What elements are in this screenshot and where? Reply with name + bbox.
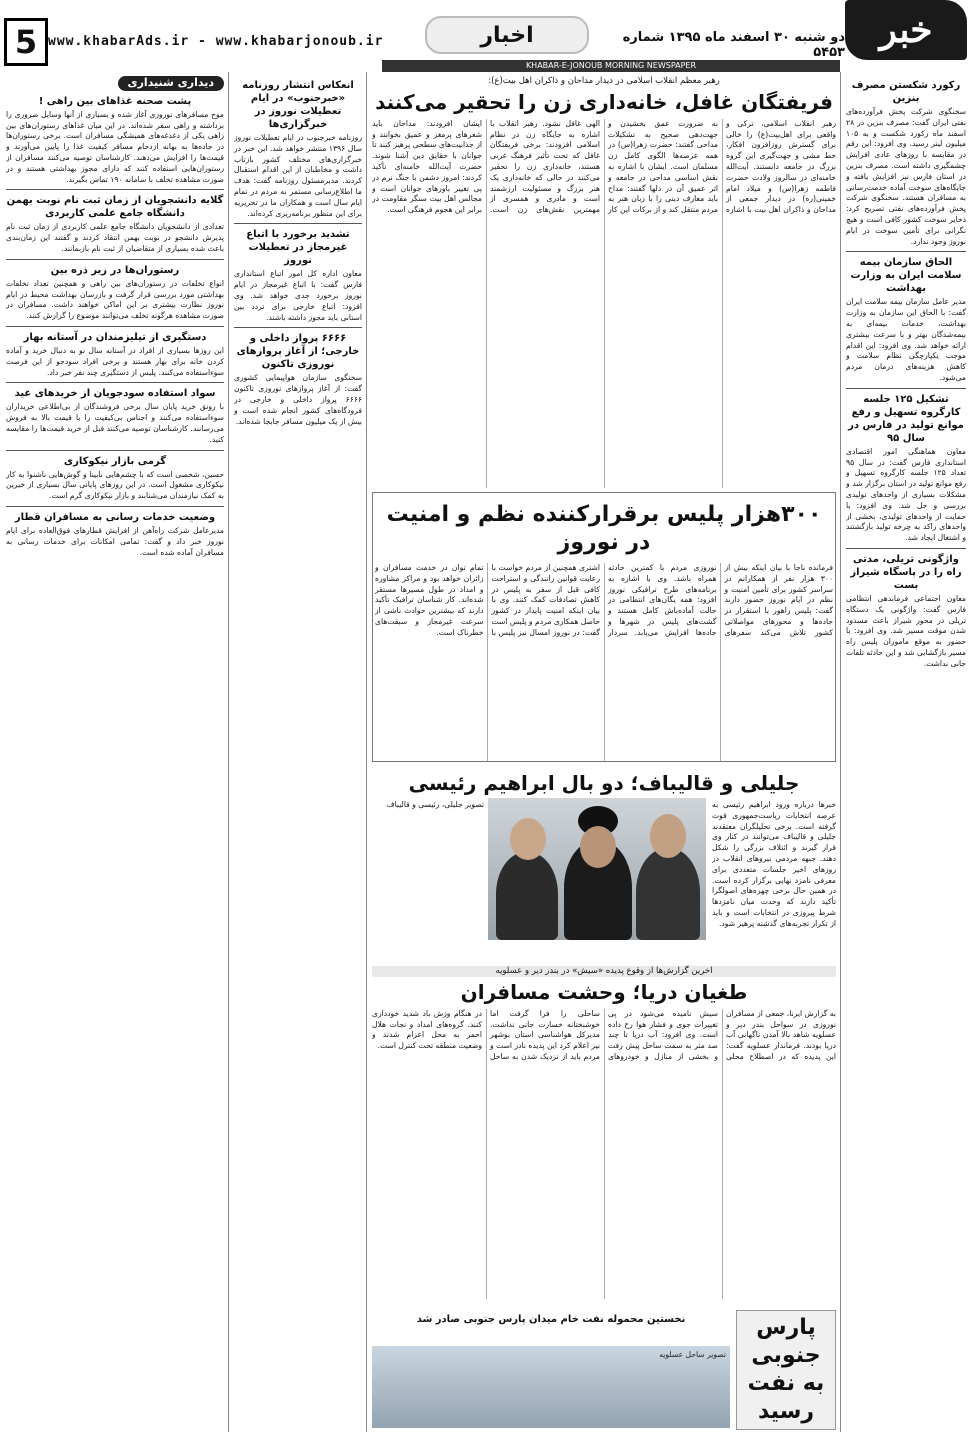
pars-ad-line3: به نفت <box>747 1371 825 1396</box>
left-column <box>6 76 224 1426</box>
left-headline-4: دستگیری از تیلیزمندان در آستانه بهار <box>23 331 207 343</box>
mid-left-column <box>234 76 362 1426</box>
left-headline-5: سواد استفاده سودجویان از خریدهای عید <box>14 388 216 400</box>
newspaper-logo <box>845 0 967 60</box>
sea-headline: طغیان دریا؛ وحشت مسافران <box>460 979 748 1004</box>
sea-article <box>372 964 836 1304</box>
left-body-1: موج مسافرهای نوروزی آغاز شده و بسیاری از آنها وسایل ضروری را برداشته و راهی سفر شده‌اند. در این میان غذاهای رستوران‌های بین راهی یکی از دغدغه‌های همیشگی مسافران است. برخی رستوران‌ها در جاده‌ها به بهانه ازدحام مسافر کیفیت غذا را پایین می‌آورند و قیمت‌ها را افزایش می‌دهند. کارشناسان توصیه می‌کنند مسافران از رستوران‌هایی استفاده کنند که دارای مجوز بهداشتی هستند و در صورت مشاهده تخلف با سامانه ۱۹۰ تماس بگیرند. <box>6 109 224 184</box>
election-body-right <box>712 800 836 950</box>
right-body-3: معاون هماهنگی امور اقتصادی استانداری فارس گفت: در سال ۹۵ تعداد ۱۲۵ جلسه کارگروه تسهیل و رفع موانع تولید در استان برگزار شد و مشکلات بسیاری از واحدهای تولیدی بررسی و حل شد. وی افزود: با حمایت از واحدهای تولیدی، بخشی از واحدهای راکد به چرخه تولید بازگشتند و اشتغال ایجاد شد. <box>846 446 966 543</box>
column-title: دیداری شنیداری <box>118 76 224 91</box>
person-head <box>510 818 546 860</box>
right-column <box>846 76 966 1426</box>
section-title: اخبار <box>425 16 589 54</box>
left-body-2: تعدادی از دانشجویان دانشگاه جامع علمی کاربردی از زمان ثبت نام پذیرش دانشجو در نوبت بهمن انتقاد کردند و گفتند این زمان‌بندی باعث شده بسیاری از متقاضیان از ثبت نام بازبمانند. <box>6 222 224 253</box>
person-head <box>580 826 616 868</box>
left-body-6: حسین، شخصی است که با چشم‌هایی نابینا و گوش‌هایی ناشنوا به کار نیکوکاری مشغول است. در این روزهای پایانی سال بسیاری از خیرین به کمک نیازمندان می‌شتابند و بازار نیکوکاری گرم است. <box>6 469 224 501</box>
police-body: فرمانده ناجا با بیان اینکه بیش از ۳۰۰ هزار نفر از همکارانم در سراسر کشور برای تأمین امنیت و نظم در ایام نوروز حضور دارند گفت: پلیس راهور با استقرار در جاده‌ها و محورهای مواصلاتی کشور تلاش می‌کند سفرهای نوروزی مردم با کمترین حادثه همراه باشد. وی با اشاره به برنامه‌های طرح ترافیکی نوروز افزود: همه یگان‌های انتظامی در حالت آماده‌باش کامل هستند و گشت‌های پلیس در شهرها و جاده‌ها افزایش می‌یابد. سردار اشتری همچنین از مردم خواست با رعایت قوانین رانندگی و استراحت کافی قبل از سفر به پلیس در کاهش تصادفات کمک کنند. وی با بیان اینکه امنیت پایدار در کشور حاصل همکاری مردم و پلیس است گفت: در نوروز امسال نیز پلیس با تمام توان در خدمت مسافران و زائران خواهد بود و مراکز مشاوره و امداد در طول مسیرها مستقر شده‌اند. کار شناسان ترافیک تأکید دارند که بیشترین حوادث ناشی از سرعت غیرمجاز و سبقت‌های خطرناک است. <box>375 563 833 637</box>
right-headline-3: تشکیل ۱۲۵ جلسه کارگروه تسهیل و رفع موانع تولید در فارس در سال ۹۵ <box>848 393 964 444</box>
right-headline-2: الحاق سازمان بیمه سلامت ایران به وزارت بهداشت <box>850 257 962 295</box>
lead-headline: فریفتگان غافل، خانه‌داری زن را تحقیر می‌کنند <box>375 89 833 114</box>
right-body-2: مدیر عامل سازمان بیمه سلامت ایران گفت: با الحاق این سازمان به وزارت بهداشت، خدمات بیمه‌ای به بیمه‌شدگان بهتر و با سرعت بیشتری ارائه خواهد شد. وی افزود: این اقدام موجب یکپارچگی نظام سلامت و کاهش هزینه‌های درمان مردم می‌شود. <box>846 297 966 382</box>
lead-article <box>372 74 836 488</box>
election-headline: جلیلی و قالیباف؛ دو بال ابراهیم رئیسی <box>408 771 800 795</box>
left-body-4: این روزها بسیاری از افراد در آستانه سال نو به دنبال خرید و آماده کردن خانه برای بهار هستند و برخی افراد سودجو از این فرصت سوءاستفاده می‌کنند. پلیس از دستگیری چند نفر خبر داد. <box>6 345 224 377</box>
sea-kicker: اخرین گزارش‌ها از وقوع پدیده «سیش» در بندر دیر و عسلویه <box>372 966 836 977</box>
column-rule <box>228 72 229 1432</box>
left-headline-6: گرمی بازار نیکوکاری <box>63 455 167 467</box>
mid-left-headline-2: تشدید برخورد با اتباع غیرمجاز در تعطیلات نوروز <box>246 229 350 267</box>
left-body-5: با رونق خرید پایان سال برخی فروشندگان از بی‌اطلاعی خریداران سوءاستفاده می‌کنند و اجناس بی‌کیفیت را با قیمت بالا به فروش می‌رسانند. کارشناسان توصیه می‌کنند قبل از خرید قیمت‌ها را مقایسه کنید. <box>6 402 224 444</box>
election-body-left <box>372 800 484 950</box>
right-body-4: معاون اجتماعی فرماندهی انتظامی فارس گفت: واژگونی یک دستگاه تریلی در محور شیراز باعث مسدود شدن موقت مسیر شد. وی افزود: با حضور به موقع ماموران پلیس راه مسیر بازگشایی شد و این حادثه تلفات جانی نداشت. <box>846 593 966 668</box>
pars-ad-line1: پارس <box>756 1315 816 1340</box>
person-silhouette <box>496 852 558 940</box>
column-rule <box>366 72 367 1432</box>
election-photo <box>488 798 706 940</box>
pars-caption-text: نخستین محموله نفت خام میدان پارس جنوبی صادر شد <box>416 1314 686 1325</box>
right-headline-1: رکورد شکستن مصرف بنزین <box>851 80 961 104</box>
mid-left-body-1: روزنامه خبرجنوب در ایام تعطیلات نوروز سال ۱۳۹۶ منتشر خواهد شد. این خبر در خبرگزاری‌های مختلف کشور بازتاب داشت و مخاطبان از این اقدام استقبال کردند. مدیرمسئول روزنامه گفت: هدف ما اطلاع‌رسانی مستمر به مردم در تمام ایام سال است و همکاران ما در تحریریه برای این منظور برنامه‌ریزی کرده‌اند. <box>234 133 362 218</box>
police-article <box>372 492 836 762</box>
left-body-3: انواع تخلفات در رستوران‌های بین راهی و همچنین تعداد تخلفات بهداشتی مورد بررسی قرار گرفت و بازرسان بهداشت محیط در ایام نوروز نظارت بیشتری بر این اماکن خواهند داشت. مسافران در صورت مشاهده هرگونه تخلف می‌توانند موضوع را گزارش کنند. <box>6 278 224 321</box>
person-silhouette <box>636 848 700 940</box>
lead-kicker: رهبر معظم انقلاب اسلامی در دیدار مداحان و ذاکران اهل بیت(ع): <box>488 76 720 86</box>
left-headline-1: پشت صحنه غذاهای بین راهی ! <box>38 95 192 107</box>
website-link[interactable]: www.khabarAds.ir - www.khabarjonoub.ir <box>48 34 384 49</box>
pars-ad-box <box>736 1310 836 1430</box>
pars-ad-line2: جنوبی <box>751 1343 821 1368</box>
left-headline-2: گلایه دانشجویان از زمان ثبت نام نوبت بهمن دانشگاه جامع علمی کاربردی <box>6 195 224 220</box>
english-strip: KHABAR-E-JONOUB MORNING NEWSPAPER <box>382 60 840 72</box>
election-body: خبرها درباره ورود ابراهیم رئیسی به عرصه انتخابات ریاست‌جمهوری قوت گرفته است. برخی تحلیلگران معتقدند جلیلی و قالیباف می‌توانند در کنار وی قرار گیرند و ائتلاف بزرگی را شکل دهند. جبهه مردمی نیروهای انقلاب در روزهای اخیر جلسات متعددی برای معرفی نامزد نهایی برگزار کرده است. در همین حال برخی چهره‌های اصولگرا تأکید دارند که وحدت میان نامزدها شرط پیروزی در انتخابات است و باید از تکرار تجربه‌های گذشته پرهیز شود. <box>712 800 836 928</box>
right-headline-4: واژگونی تریلی، مدتی راه را در پاسگاه شیراز بست <box>850 553 962 591</box>
mid-left-headline-1: انعکاس انتشار روزنامه «خبرجنوب» در ایام تعطیلات نوروز در خبرگزاری‌ها <box>242 80 354 130</box>
column-rule <box>840 72 841 1432</box>
police-headline: ۳۰۰هزار پلیس برقرارکننده نظم و امنیت در نوروز <box>386 502 822 555</box>
sea-photo-label: تصویر ساحل عسلویه <box>659 1350 726 1359</box>
person-head <box>650 814 686 858</box>
logo-text: خبر <box>879 9 933 51</box>
sea-photo <box>372 1346 730 1428</box>
pars-caption <box>372 1310 730 1428</box>
pars-ad-line4: رسید <box>758 1399 814 1424</box>
sea-body: به گزارش ایرنا، جمعی از مسافران نوروزی در سواحل بندر دیر و عسلویه شاهد بالا آمدن ناگهانی آب دریا بودند. فرماندار عسلویه گفت: این پدیده که در اصطلاح محلی سیش نامیده می‌شود در پی تغییرات جوی و فشار هوا رخ داده است. وی افزود: آب دریا تا چند صد متر به سمت ساحل پیش رفت و بخشی از منازل و خودروهای ساحلی را فرا گرفت اما خوشبختانه خسارت جانی نداشت. مدیرکل هواشناسی استان بوشهر نیز اعلام کرد این پدیده نادر است و مردم باید از نزدیک شدن به ساحل در هنگام وزش باد شدید خودداری کنند. گروه‌های امداد و نجات هلال احمر به محل اعزام شدند و وضعیت منطقه تحت کنترل است. <box>372 1008 836 1061</box>
mid-left-body-2: معاون اداره کل امور اتباع استانداری فارس گفت: با اتباع غیرمجاز در ایام نوروز برخورد جدی خواهد شد. وی افزود: اتباع خارجی برای تردد بین استانی باید مجوز داشته باشند. <box>234 269 362 322</box>
issue-date: دو شنبه ۳۰ اسفند ماه ۱۳۹۵ شماره ۵۴۵۳ <box>622 30 845 60</box>
column-title-wrap <box>6 76 224 91</box>
election-caption: تصویر جلیلی، رئیسی و قالیباف <box>386 800 484 809</box>
left-headline-3: رستوران‌ها در زیر ذره بین <box>50 264 180 276</box>
left-body-7: مدیرعامل شرکت راه‌آهن از افزایش قطارهای فوق‌العاده برای ایام نوروز خبر داد و گفت: تمامی امکانات برای خدمات رسانی به مسافران آماده شده است. <box>6 525 224 557</box>
right-body-1: سخنگوی شرکت پخش فرآورده‌های نفتی ایران گفت: مصرف بنزین در ۲۸ اسفند ماه رکورد شکست و به ۱۰۵ میلیون لیتر رسید. وی افزود: این رقم در مقایسه با روزهای عادی افزایش چشمگیری داشته است. مصرف بنزین در استان فارس نیز افزایش یافته و جایگاه‌های سوخت آماده خدمت‌رسانی به مسافران هستند. سخنگوی شرکت پخش فرآورده‌های نفتی تصریح کرد: ذخایر سوخت کشور کافی است و هیچ نگرانی برای تأمین سوخت در ایام نوروز وجود ندارد. <box>846 107 966 246</box>
masthead <box>0 0 970 68</box>
mid-left-headline-3: ۶۶۶۶ پرواز داخلی و خارجی؛ از آغاز پروازهای نوروزی تاکنون <box>236 333 360 371</box>
lead-body: رهبر انقلاب اسلامی، ترکی و واقعی برای اهل‌بیت(ع) را خالی برای گسترش روزافزون افکار، خط مشی و جهت‌گیری این گروه بزرگ در جامعه دانستند. آیت‌الله خامنه‌ای در سالروز ولادت حضرت فاطمه زهرا(س) و میلاد امام خمینی(ره) در دیدار جمعی از مداحان و ذاکران اهل بیت با اشاره به ضرورت عمق بخشیدن و جهت‌دهی صحیح به تشکیلات مداحی گفتند: حضرت زهرا(س) در همه عرصه‌ها الگوی کامل زن مسلمان است. ایشان با اشاره به نقش اساسی مداحی در جامعه و اثر عمیق آن در دلها گفتند: مداح باید معارف دینی را با زبان هنر به مردم منتقل کند و از برکات این کار الهی غافل نشود. رهبر انقلاب با اشاره به جایگاه زن در نظام اسلامی افزودند: برخی فریفتگان غافل که تحت تأثیر فرهنگ غربی هستند، خانه‌داری زن را تحقیر می‌کنند در حالی که خانه‌داری یک هنر بزرگ و مسئولیت ارزشمند است و مادری و همسری از مهمترین نقش‌های زن است. ایشان افزودند: مداحان باید شعرهای پرمغز و عمیق بخوانند و از جذابیت‌های سطحی پرهیز کنند تا جوانان با حقایق دین آشنا شوند. حضرت آیت‌الله خامنه‌ای تأکید کردند: امروز دشمن با جنگ نرم در پی تغییر باورهای جوانان است و مجالس اهل بیت سنگر مقاومت در برابر این هجوم فرهنگی است. <box>372 118 836 215</box>
mid-left-body-3: سخنگوی سازمان هواپیمایی کشوری گفت: از آغاز پروازهای نوروزی تاکنون ۶۶۶۶ پرواز داخلی و خارجی در فرودگاه‌های کشور انجام شده است و بیش از یک میلیون مسافر جابجا شده‌اند. <box>234 373 362 426</box>
left-headline-7: وضعیت خدمات رسانی به مسافران قطار <box>14 511 216 523</box>
page-number: 5 <box>4 18 48 66</box>
